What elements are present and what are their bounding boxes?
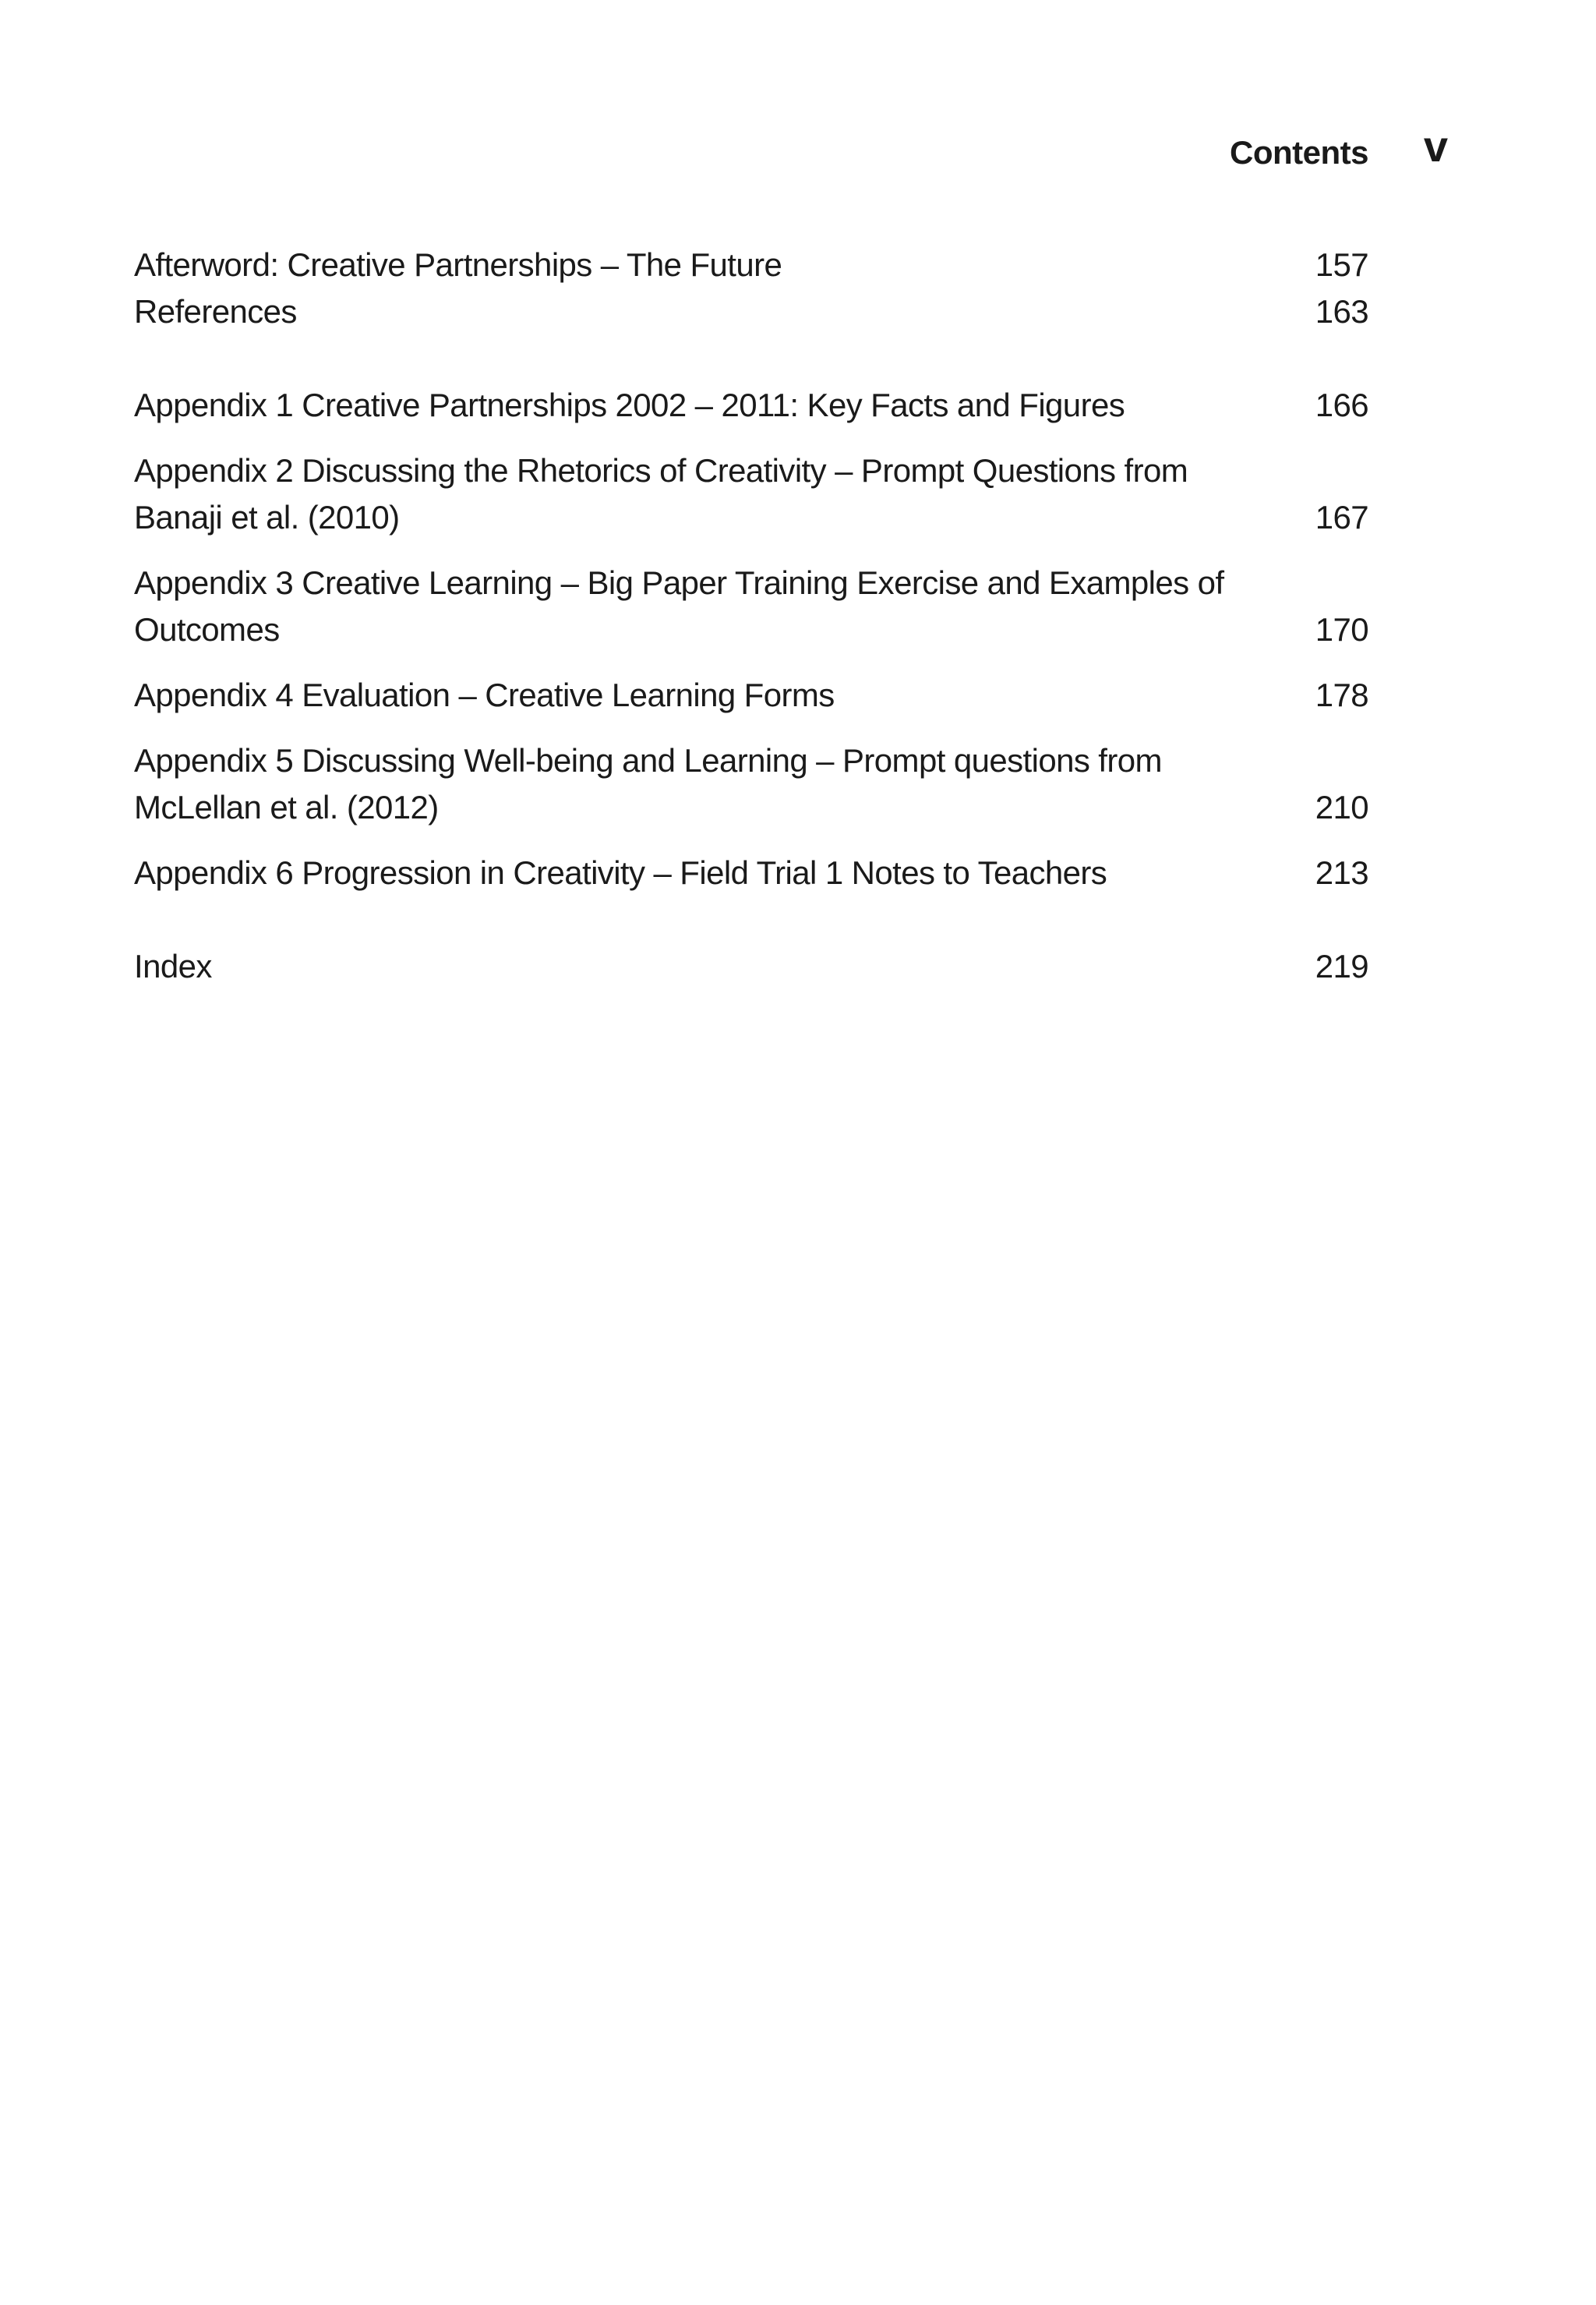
toc-entry-page: 219	[1315, 948, 1368, 985]
toc-entry-title: Appendix 4 Evaluation – Creative Learning Forms	[134, 677, 835, 713]
toc-entry-title: Appendix 3 Creative Learning – Big Paper Training Exercise and Examples of Outcomes	[134, 564, 1224, 648]
toc-entry-appendix-5[interactable]	[134, 737, 1368, 831]
toc-entry-appendix-6[interactable]	[134, 850, 1368, 896]
toc-entry-afterword[interactable]	[134, 242, 1368, 288]
toc-entry-page: 210	[1315, 789, 1368, 825]
toc-entry-references[interactable]	[134, 288, 1368, 335]
toc-group-index	[134, 943, 1368, 990]
toc-entry-title: Appendix 1 Creative Partnerships 2002 – 2011: Key Facts and Figures	[134, 387, 1125, 423]
running-head	[1169, 122, 1448, 179]
toc-entry-title: Afterword: Creative Partnerships – The Future	[134, 246, 782, 283]
toc-entry-appendix-4[interactable]	[134, 672, 1368, 719]
toc-entry-page: 167	[1315, 499, 1368, 536]
toc-entry-title: Appendix 2 Discussing the Rhetorics of Creativity – Prompt Questions from Banaji et al. (2010)	[134, 452, 1188, 536]
toc-entry-title: Appendix 5 Discussing Well-being and Learning – Prompt questions from McLellan et al. (2012)	[134, 742, 1162, 825]
toc-entry-appendix-2[interactable]	[134, 447, 1368, 541]
toc-group-back-matter	[134, 242, 1368, 335]
toc-entry-title: Index	[134, 948, 212, 985]
toc-entry-index[interactable]	[134, 943, 1368, 990]
page-number: v	[1423, 122, 1448, 171]
toc-entry-page: 166	[1315, 387, 1368, 423]
toc-entry-page: 163	[1315, 293, 1368, 330]
toc-entry-page: 178	[1315, 677, 1368, 713]
running-head-title: Contents	[1230, 134, 1368, 171]
toc-entry-title: Appendix 6 Progression in Creativity – Field Trial 1 Notes to Teachers	[134, 854, 1107, 891]
toc-entry-title: References	[134, 293, 297, 330]
toc-entry-page: 213	[1315, 854, 1368, 891]
toc-entry-page: 157	[1315, 246, 1368, 283]
toc-entry-appendix-1[interactable]	[134, 382, 1368, 429]
toc-group-appendices	[134, 382, 1368, 896]
table-of-contents	[134, 242, 1368, 1037]
toc-entry-appendix-3[interactable]	[134, 560, 1368, 653]
toc-entry-page: 170	[1315, 611, 1368, 648]
